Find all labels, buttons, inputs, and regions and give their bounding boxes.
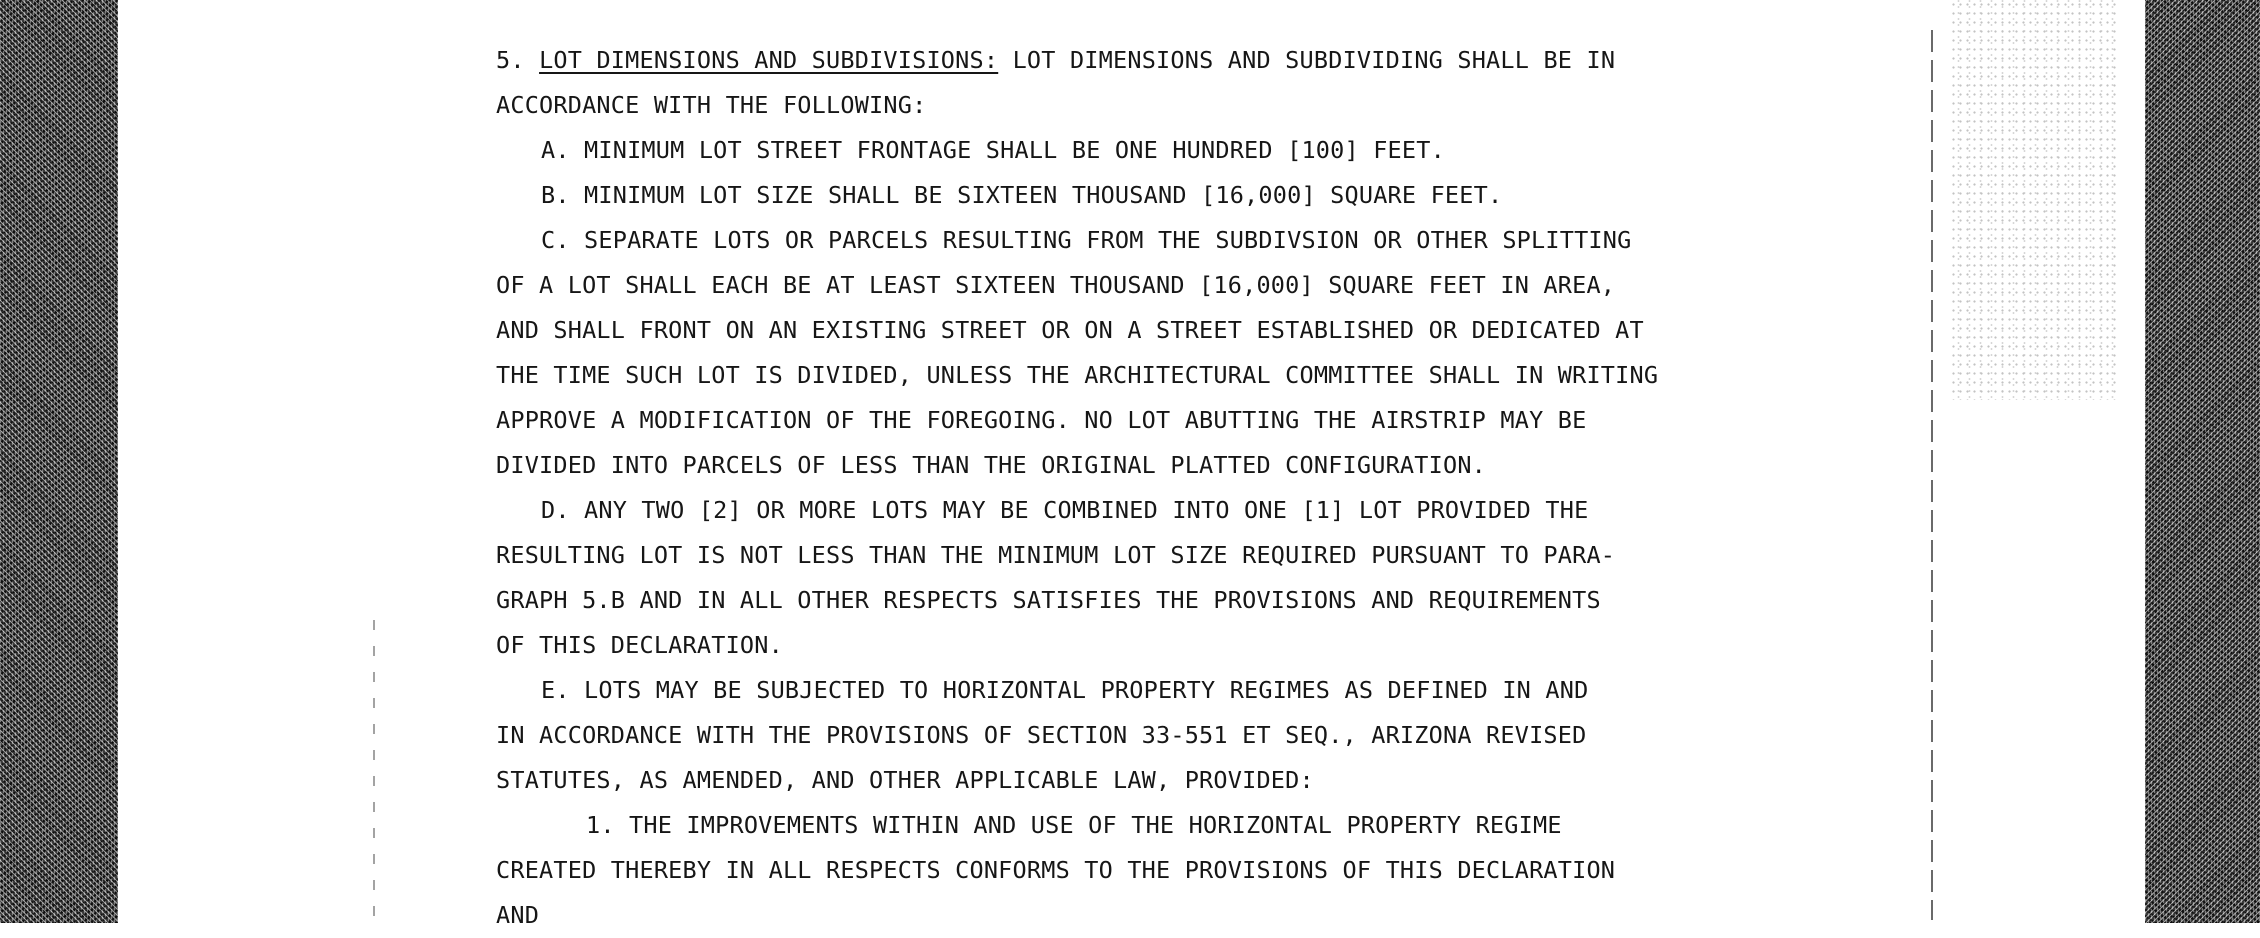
clause-c-line: OF A LOT SHALL EACH BE AT LEAST SIXTEEN THOUSAND [16,000] SQUARE FEET IN AREA, (496, 271, 1616, 299)
clause-e-sub-line: CREATED THEREBY IN ALL RESPECTS CONFORMS TO THE PROVISIONS OF THIS DECLARATION (496, 856, 1616, 884)
margin-rule-left (373, 620, 375, 920)
clause-b: B. MINIMUM LOT SIZE SHALL BE SIXTEEN THOUSAND [16,000] SQUARE FEET. (541, 181, 1503, 209)
clause-c-line: AND SHALL FRONT ON AN EXISTING STREET OR ON A STREET ESTABLISHED OR DEDICATED AT (496, 316, 1644, 344)
section-heading: LOT DIMENSIONS AND SUBDIVISIONS: (539, 46, 999, 74)
scan-border-right (2145, 0, 2260, 923)
clause-d-line: RESULTING LOT IS NOT LESS THAN THE MINIMUM LOT SIZE REQUIRED PURSUANT TO PARA- (496, 541, 1616, 569)
clause-d-line: GRAPH 5.B AND IN ALL OTHER RESPECTS SATISFIES THE PROVISIONS AND REQUIREMENTS (496, 586, 1601, 614)
clause-d-line: D. ANY TWO [2] OR MORE LOTS MAY BE COMBINED INTO ONE [1] LOT PROVIDED THE (541, 496, 1589, 524)
section-number: 5. (496, 46, 525, 74)
clause-c-line: THE TIME SUCH LOT IS DIVIDED, UNLESS THE ARCHITECTURAL COMMITTEE SHALL IN WRITING (496, 361, 1659, 389)
margin-rule-right (1931, 30, 1933, 920)
section-heading-line (496, 38, 1776, 83)
section-heading-rest: LOT DIMENSIONS AND SUBDIVIDING SHALL BE IN (998, 46, 1616, 74)
clause-c-line: C. SEPARATE LOTS OR PARCELS RESULTING FROM THE SUBDIVSION OR OTHER SPLITTING (541, 226, 1632, 254)
clause-c-line: APPROVE A MODIFICATION OF THE FOREGOING. NO LOT ABUTTING THE AIRSTRIP MAY BE (496, 406, 1587, 434)
scan-border-left (0, 0, 118, 923)
clause-c-line: DIVIDED INTO PARCELS OF LESS THAN THE ORIGINAL PLATTED CONFIGURATION. (496, 451, 1487, 479)
clause-e-sub-line: 1. THE IMPROVEMENTS WITHIN AND USE OF THE HORIZONTAL PROPERTY REGIME (586, 811, 1562, 839)
section-intro: ACCORDANCE WITH THE FOLLOWING: (496, 91, 927, 119)
clause-e-line: IN ACCORDANCE WITH THE PROVISIONS OF SECTION 33-551 ET SEQ., ARIZONA REVISED (496, 721, 1587, 749)
clause-e-sub-line: AND (496, 901, 540, 929)
scan-speckle (1950, 0, 2120, 400)
clause-d-line: OF THIS DECLARATION. (496, 631, 783, 659)
clause-e-line: E. LOTS MAY BE SUBJECTED TO HORIZONTAL PROPERTY REGIMES AS DEFINED IN AND (541, 676, 1589, 704)
document-body (496, 38, 1776, 938)
clause-a: A. MINIMUM LOT STREET FRONTAGE SHALL BE ONE HUNDRED [100] FEET. (541, 136, 1445, 164)
clause-e-line: STATUTES, AS AMENDED, AND OTHER APPLICABLE LAW, PROVIDED: (496, 766, 1314, 794)
